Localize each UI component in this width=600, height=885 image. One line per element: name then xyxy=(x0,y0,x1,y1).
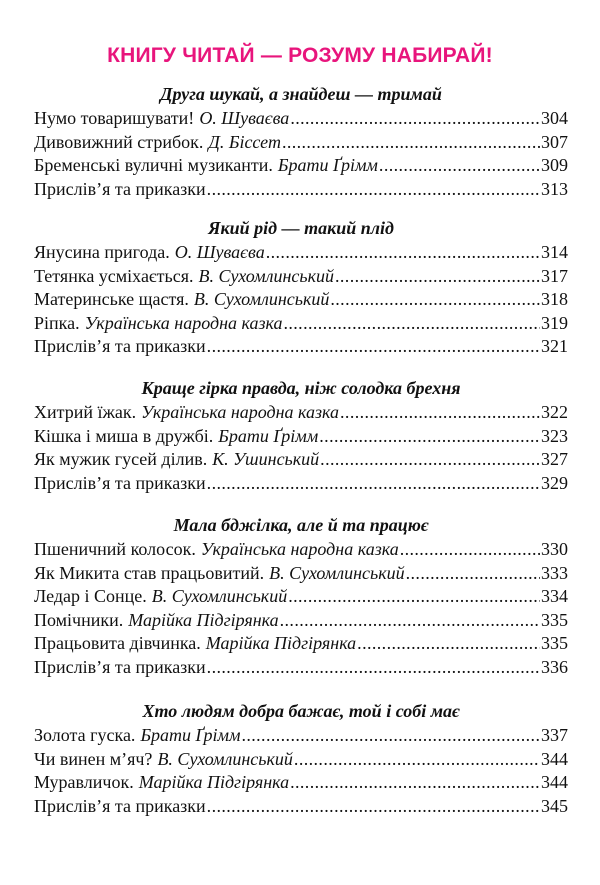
entry-page: 335 xyxy=(541,609,568,630)
entry-page: 304 xyxy=(541,108,568,128)
entry-author: В. Сухомлинський xyxy=(151,586,288,606)
entry-title: Прислів’я та приказки xyxy=(34,795,206,816)
dot-leader xyxy=(282,131,540,155)
entry-author: Марійка Підгірянка xyxy=(138,772,290,792)
entry-title: Дивовижний стрибок. xyxy=(34,131,204,152)
dot-leader xyxy=(207,472,540,496)
entry-author: Українська народна казка xyxy=(84,312,283,333)
entry-author: В. Сухомлинський xyxy=(157,748,293,769)
dot-leader xyxy=(207,656,540,680)
dot-leader xyxy=(280,609,540,633)
entry-page: 344 xyxy=(541,748,568,769)
dot-leader xyxy=(207,795,540,819)
toc-entry xyxy=(34,632,568,656)
entry-page: 329 xyxy=(541,472,568,493)
entry-title: Як Микита став працьовитий. xyxy=(34,562,265,583)
entry-page: 335 xyxy=(541,633,568,653)
entry-title: Нумо товаришувати! xyxy=(34,108,195,128)
entry-title: Кішка і миша в дружбі. xyxy=(34,425,214,446)
toc-entry xyxy=(34,401,568,425)
dot-leader xyxy=(207,335,540,359)
toc-entry xyxy=(34,131,568,155)
entry-page: 322 xyxy=(541,402,568,422)
toc-entry xyxy=(34,538,568,562)
entry-title: Прислів’я та приказки xyxy=(34,656,206,677)
entry-page: 330 xyxy=(541,539,568,559)
toc-entry xyxy=(34,178,568,202)
entry-page: 344 xyxy=(541,772,568,792)
entry-title: Як мужик гусей ділив. xyxy=(34,449,208,469)
entry-title: Материнське щастя. xyxy=(34,289,189,309)
dot-leader xyxy=(294,748,540,772)
dot-leader xyxy=(400,538,540,562)
entry-page: 337 xyxy=(541,725,568,745)
dot-leader xyxy=(290,771,540,795)
entry-title: Працьовита дівчинка. xyxy=(34,633,201,653)
entry-title: Прислів’я та приказки xyxy=(34,336,206,356)
entry-author: Брати Ґрімм xyxy=(140,725,241,745)
entry-page: 319 xyxy=(541,312,568,333)
section-title: Мала бджілка, але й та працює xyxy=(173,515,429,535)
toc-entry xyxy=(34,448,568,472)
entry-page: 333 xyxy=(541,562,568,583)
entry-title: Хитрий їжак. xyxy=(34,402,137,422)
dot-leader xyxy=(406,562,540,586)
section-title: Краще гірка правда, ніж солодка брехня xyxy=(141,378,461,398)
section-truth xyxy=(34,377,568,495)
entry-page: 307 xyxy=(541,131,568,152)
entry-title: Прислів’я та приказки xyxy=(34,472,206,493)
toc-entry xyxy=(34,312,568,336)
section-kindness xyxy=(34,700,568,818)
entry-author: В. Сухомлинський xyxy=(198,265,334,286)
entry-author: Д. Біссет xyxy=(208,131,281,152)
toc-entry xyxy=(34,724,568,748)
entry-page: 327 xyxy=(541,449,568,469)
toc-entry xyxy=(34,585,568,609)
entry-page: 313 xyxy=(541,178,568,199)
page-title: КНИГУ ЧИТАЙ — РОЗУМУ НАБИРАЙ! xyxy=(107,44,493,67)
section-title: Який рід — такий плід xyxy=(208,218,394,238)
section-friendship xyxy=(34,83,568,201)
toc-entry xyxy=(34,562,568,586)
toc-entry xyxy=(34,288,568,312)
dot-leader xyxy=(379,154,540,178)
toc-entry xyxy=(34,748,568,772)
entry-page: 314 xyxy=(541,242,568,262)
section-title: Хто людям добра бажає, той і собі має xyxy=(142,701,460,721)
toc-entry xyxy=(34,154,568,178)
toc-entry xyxy=(34,472,568,496)
toc-entry xyxy=(34,265,568,289)
toc-entry xyxy=(34,241,568,265)
toc-entry xyxy=(34,609,568,633)
dot-leader xyxy=(357,632,540,656)
entry-author: Брати Ґрімм xyxy=(277,155,378,175)
dot-leader xyxy=(340,401,540,425)
section-work xyxy=(34,514,568,679)
entry-title: Тетянка усміхається. xyxy=(34,265,194,286)
dot-leader xyxy=(320,448,540,472)
dot-leader xyxy=(319,425,540,449)
section-title: Друга шукай, а знайдеш — тримай xyxy=(160,84,442,104)
toc-entry xyxy=(34,656,568,680)
dot-leader xyxy=(207,178,540,202)
entry-title: Ріпка. xyxy=(34,312,80,333)
dot-leader xyxy=(288,585,540,609)
section-family xyxy=(34,217,568,359)
toc-entry xyxy=(34,771,568,795)
entry-page: 334 xyxy=(541,586,568,606)
entry-author: В. Сухомлинський xyxy=(269,562,405,583)
entry-author: Брати Ґрімм xyxy=(218,425,319,446)
entry-page: 309 xyxy=(541,155,568,175)
entry-page: 317 xyxy=(541,265,568,286)
dot-leader xyxy=(283,312,540,336)
entry-title: Пшеничний колосок. xyxy=(34,539,196,559)
entry-author: Марійка Підгірянка xyxy=(128,609,279,630)
entry-title: Ледар і Сонце. xyxy=(34,586,147,606)
entry-page: 323 xyxy=(541,425,568,446)
entry-page: 345 xyxy=(541,795,568,816)
toc-entry xyxy=(34,795,568,819)
entry-page: 318 xyxy=(541,289,568,309)
toc-entry xyxy=(34,425,568,449)
entry-author: В. Сухомлинський xyxy=(193,289,330,309)
toc-entry xyxy=(34,335,568,359)
entry-title: Янусина пригода. xyxy=(34,242,170,262)
entry-author: О. Шуваєва xyxy=(199,108,290,128)
dot-leader xyxy=(266,241,540,265)
dot-leader xyxy=(241,724,540,748)
toc-entry xyxy=(34,107,568,131)
entry-author: К. Ушинський xyxy=(212,449,320,469)
entry-title: Чи винен м’яч? xyxy=(34,748,153,769)
dot-leader xyxy=(335,265,540,289)
dot-leader xyxy=(330,288,540,312)
entry-page: 321 xyxy=(541,336,568,356)
entry-title: Золота гуска. xyxy=(34,725,136,745)
entry-author: Українська народна казка xyxy=(200,539,399,559)
entry-author: О. Шуваєва xyxy=(174,242,265,262)
entry-title: Бременські вуличні музиканти. xyxy=(34,155,273,175)
entry-title: Муравличок. xyxy=(34,772,134,792)
entry-author: Марійка Підгірянка xyxy=(205,633,357,653)
entry-title: Прислів’я та приказки xyxy=(34,178,206,199)
entry-page: 336 xyxy=(541,656,568,677)
dot-leader xyxy=(290,107,540,131)
entry-author: Українська народна казка xyxy=(141,402,340,422)
entry-title: Помічники. xyxy=(34,609,124,630)
